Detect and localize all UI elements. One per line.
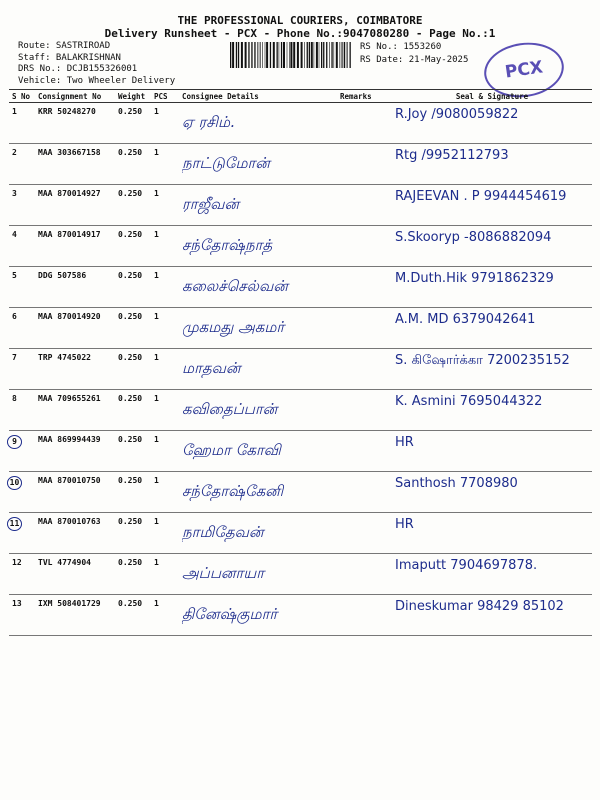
- row-signature: [392, 185, 592, 226]
- row-sno-text: 12: [12, 558, 22, 567]
- row-pcs: [151, 390, 179, 431]
- row-signature: [392, 103, 592, 144]
- barcode-bar: [270, 42, 271, 68]
- row-weight: [115, 185, 151, 226]
- barcode-bar: [323, 42, 324, 68]
- row-consignment-no-text: MAA 869994439: [38, 435, 101, 444]
- row-consignment-no-text: IXM 508401729: [38, 599, 101, 608]
- row-pcs: [151, 349, 179, 390]
- row-consignment-no: [35, 185, 115, 226]
- row-sno: [9, 554, 35, 595]
- barcode-bar: [277, 42, 278, 68]
- row-pcs: [151, 144, 179, 185]
- table-row: [9, 513, 592, 554]
- row-consignment-no: [35, 595, 115, 636]
- row-consignee-text: சந்தோஷ்நாத்: [182, 236, 273, 254]
- row-consignment-no: [35, 226, 115, 267]
- row-signature-text: HR: [395, 435, 414, 450]
- barcode-bar: [241, 42, 243, 68]
- row-weight: [115, 513, 151, 554]
- row-signature: [392, 554, 592, 595]
- row-sno-text: 8: [12, 394, 17, 403]
- barcode-bar: [260, 42, 261, 68]
- table-row: [9, 103, 592, 144]
- barcode-bar: [346, 42, 347, 68]
- row-weight-text: 0.250: [118, 435, 143, 444]
- row-consignment-no-text: TRP 4745022: [38, 353, 91, 362]
- row-pcs-text: 1: [154, 230, 159, 239]
- staff-text: Staff: BALAKRISHNAN: [18, 52, 121, 63]
- row-weight-text: 0.250: [118, 599, 143, 608]
- row-sno: [9, 226, 35, 267]
- row-consignee-text: ஹேமா கோவி: [182, 441, 281, 459]
- row-consignee-text: ஏ ரசிம்.: [182, 113, 235, 131]
- row-pcs-text: 1: [154, 353, 159, 362]
- row-consignment-no-text: MAA 709655261: [38, 394, 101, 403]
- row-remarks: [337, 554, 392, 595]
- row-signature-text: K. Asmini 7695044322: [395, 394, 543, 409]
- row-weight: [115, 103, 151, 144]
- row-remarks: [337, 472, 392, 513]
- row-consignment-no-text: MAA 870010750: [38, 476, 101, 485]
- row-remarks: [337, 267, 392, 308]
- row-pcs-text: 1: [154, 107, 159, 116]
- row-remarks: [337, 103, 392, 144]
- barcode-bar: [232, 42, 234, 68]
- row-remarks: [337, 185, 392, 226]
- row-signature-text: RAJEEVAN . P 9944454619: [395, 189, 567, 204]
- barcode-bar: [340, 42, 341, 68]
- row-pcs-text: 1: [154, 517, 159, 526]
- barcode-bar: [273, 42, 275, 68]
- row-consignee: [179, 185, 337, 226]
- row-sno: [9, 472, 35, 513]
- table-row: [9, 431, 592, 472]
- row-signature-text: HR: [395, 517, 414, 532]
- table-row: [9, 554, 592, 595]
- table-row: [9, 144, 592, 185]
- row-signature: [392, 472, 592, 513]
- barcode-bar: [266, 42, 268, 68]
- row-consignment-no: [35, 390, 115, 431]
- row-sno-text: 13: [12, 599, 22, 608]
- table-row: [9, 185, 592, 226]
- barcode-bar: [304, 42, 305, 68]
- barcode-bar: [238, 42, 239, 68]
- row-pcs-text: 1: [154, 394, 159, 403]
- company-title: THE PROFESSIONAL COURIERS, COIMBATORE: [177, 14, 423, 27]
- barcode-bar: [279, 42, 280, 68]
- row-weight-text: 0.250: [118, 271, 143, 280]
- row-weight: [115, 472, 151, 513]
- row-signature-text: A.M. MD 6379042641: [395, 312, 536, 327]
- row-signature-text: M.Duth.Hik 9791862329: [395, 271, 554, 286]
- barcode-bar: [289, 42, 290, 68]
- table-row: [9, 595, 592, 636]
- row-sno: [9, 513, 35, 554]
- row-weight-text: 0.250: [118, 517, 143, 526]
- col-weight-header: Weight: [115, 90, 151, 103]
- row-signature: [392, 431, 592, 472]
- row-weight-text: 0.250: [118, 312, 143, 321]
- row-sno-text: 2: [12, 148, 17, 157]
- barcode-bar: [257, 42, 258, 68]
- row-weight: [115, 431, 151, 472]
- barcode-bar: [321, 42, 322, 68]
- barcode-bar: [254, 42, 255, 68]
- row-consignment-no-text: MAA 870014927: [38, 189, 101, 198]
- row-weight-text: 0.250: [118, 107, 143, 116]
- col-consignee-header: Consignee Details: [179, 90, 337, 103]
- row-consignee: [179, 103, 337, 144]
- table-row: [9, 267, 592, 308]
- row-consignee-text: கவிதைப்பான்: [182, 400, 278, 418]
- row-pcs: [151, 431, 179, 472]
- barcode-bar: [311, 42, 313, 68]
- row-sno: [9, 390, 35, 431]
- row-consignment-no-text: MAA 303667158: [38, 148, 101, 157]
- header-info-right: [360, 41, 468, 67]
- row-consignee-text: நாமிதேவன்: [182, 523, 264, 541]
- row-consignment-no-text: DDG 507586: [38, 271, 87, 280]
- table-row: [9, 308, 592, 349]
- row-weight: [115, 267, 151, 308]
- barcode-bar: [262, 42, 263, 68]
- row-sno: [9, 595, 35, 636]
- row-pcs: [151, 513, 179, 554]
- row-consignee: [179, 472, 337, 513]
- row-remarks: [337, 513, 392, 554]
- barcode-bar: [259, 42, 260, 68]
- row-signature: [392, 513, 592, 554]
- row-sno: [9, 308, 35, 349]
- row-pcs-text: 1: [154, 271, 159, 280]
- table-header-row: [9, 90, 592, 103]
- row-weight-text: 0.250: [118, 558, 143, 567]
- row-sno-text: 10: [7, 476, 22, 490]
- row-weight: [115, 554, 151, 595]
- row-remarks: [337, 226, 392, 267]
- row-signature: [392, 144, 592, 185]
- row-consignee-text: கலைச்செல்வன்: [182, 277, 288, 295]
- row-remarks: [337, 595, 392, 636]
- row-signature: [392, 308, 592, 349]
- row-sno-text: 6: [12, 312, 17, 321]
- row-pcs: [151, 472, 179, 513]
- row-consignee-text: சந்தோஷ்கேனி: [182, 482, 284, 500]
- row-consignee-text: தினேஷ்குமார்: [182, 605, 278, 623]
- barcode-bar: [342, 42, 343, 68]
- row-signature-text: S. கிஷோர்க்கா 7200235152: [395, 353, 570, 368]
- row-pcs: [151, 554, 179, 595]
- barcode-bar: [314, 42, 315, 68]
- row-consignee: [179, 144, 337, 185]
- row-consignee-text: மாதவன்: [182, 359, 241, 377]
- row-weight-text: 0.250: [118, 394, 143, 403]
- row-signature: [392, 595, 592, 636]
- barcode-bar: [309, 42, 310, 68]
- row-pcs-text: 1: [154, 476, 159, 485]
- row-consignee: [179, 226, 337, 267]
- barcode-bar: [329, 42, 330, 68]
- barcode-bar: [290, 42, 292, 68]
- barcode-bar: [331, 42, 332, 68]
- row-sno: [9, 267, 35, 308]
- barcode-bar: [316, 42, 318, 68]
- row-weight: [115, 308, 151, 349]
- barcode-bar: [336, 42, 338, 68]
- row-remarks: [337, 431, 392, 472]
- row-consignee: [179, 390, 337, 431]
- row-sno: [9, 349, 35, 390]
- row-consignment-no-text: MAA 870010763: [38, 517, 101, 526]
- drs-number: DRS No.: DCJB155326001: [18, 64, 138, 74]
- col-remarks-header: Remarks: [337, 90, 392, 103]
- row-consignee-text: ராஜீவன்: [182, 195, 240, 213]
- runsheet-subtitle: Delivery Runsheet - PCX - Phone No.:9047080280 - Page No.:1: [104, 27, 496, 40]
- row-sno-text: 4: [12, 230, 17, 239]
- row-sno: [9, 144, 35, 185]
- row-weight-text: 0.250: [118, 189, 143, 198]
- row-consignee-text: அப்பனாயா: [182, 564, 265, 582]
- pcx-stamp: PCX: [481, 38, 568, 103]
- barcode-bar: [350, 42, 351, 68]
- barcode-bar: [230, 42, 231, 68]
- row-consignment-no-text: TVL 4774904: [38, 558, 91, 567]
- row-signature-text: Santhosh 7708980: [395, 476, 518, 491]
- barcode-bar: [248, 42, 249, 68]
- row-consignment-no: [35, 103, 115, 144]
- row-pcs: [151, 226, 179, 267]
- row-weight: [115, 349, 151, 390]
- row-consignee: [179, 595, 337, 636]
- row-pcs-text: 1: [154, 189, 159, 198]
- barcode-bar: [341, 42, 342, 68]
- row-sno-text: 5: [12, 271, 17, 280]
- row-weight: [115, 595, 151, 636]
- row-consignment-no: [35, 431, 115, 472]
- row-signature-text: R.Joy /9080059822: [395, 107, 519, 122]
- vehicle-text: Vehicle: Two Wheeler Delivery: [18, 75, 176, 86]
- barcode-bar: [319, 42, 320, 68]
- barcode-bar: [251, 42, 252, 68]
- row-remarks: [337, 349, 392, 390]
- col-signature-header: Seal & Signature: [392, 90, 592, 103]
- row-remarks: [337, 390, 392, 431]
- row-pcs-text: 1: [154, 558, 159, 567]
- rs-date: RS Date: 21-May-2025: [360, 55, 469, 65]
- row-consignment-no: [35, 513, 115, 554]
- barcode-bar: [287, 42, 288, 68]
- row-consignment-no: [35, 144, 115, 185]
- row-consignment-no: [35, 267, 115, 308]
- row-pcs: [151, 185, 179, 226]
- row-consignee: [179, 349, 337, 390]
- col-pcs-header: PCS: [151, 90, 179, 103]
- barcode-bar: [236, 42, 237, 68]
- row-weight: [115, 390, 151, 431]
- table-row: [9, 349, 592, 390]
- row-consignee: [179, 554, 337, 595]
- row-signature-text: Rtg /9952112793: [395, 148, 509, 163]
- row-signature: [392, 349, 592, 390]
- table-row: [9, 472, 592, 513]
- barcode-bar: [245, 42, 247, 68]
- row-sno-text: 11: [7, 517, 22, 531]
- row-weight-text: 0.250: [118, 230, 143, 239]
- row-remarks: [337, 308, 392, 349]
- row-consignment-no: [35, 554, 115, 595]
- row-signature: [392, 226, 592, 267]
- barcode-bar: [307, 42, 308, 68]
- row-consignee: [179, 267, 337, 308]
- row-pcs: [151, 595, 179, 636]
- row-consignment-no-text: MAA 870014917: [38, 230, 101, 239]
- row-sno-text: 7: [12, 353, 17, 362]
- row-signature-text: Imaputt 7904697878.: [395, 558, 538, 573]
- row-consignment-no: [35, 308, 115, 349]
- barcode-icon: [230, 42, 352, 68]
- row-consignment-no: [35, 349, 115, 390]
- row-sno-text: 9: [7, 435, 22, 449]
- row-sno-text: 1: [12, 107, 17, 116]
- row-weight-text: 0.250: [118, 353, 143, 362]
- row-pcs-text: 1: [154, 148, 159, 157]
- row-weight: [115, 226, 151, 267]
- row-consignment-no-text: MAA 870014920: [38, 312, 101, 321]
- row-consignment-no: [35, 472, 115, 513]
- barcode-bar: [283, 42, 285, 68]
- row-signature-text: S.Skooryp -8086882094: [395, 230, 552, 245]
- barcode-bar: [347, 42, 348, 68]
- row-sno: [9, 185, 35, 226]
- col-sno-header: S No: [9, 90, 35, 103]
- row-pcs-text: 1: [154, 435, 159, 444]
- row-consignment-no-text: KRR 50248270: [38, 107, 96, 116]
- barcode-bar: [265, 42, 266, 68]
- header-info-left: [18, 41, 175, 87]
- row-consignee-text: நாட்டுமோன்: [182, 154, 270, 172]
- row-consignee-text: முகமது அகமர்: [182, 318, 285, 336]
- row-signature: [392, 390, 592, 431]
- row-pcs: [151, 267, 179, 308]
- row-sno: [9, 431, 35, 472]
- barcode-bar: [293, 42, 295, 68]
- row-remarks: [337, 144, 392, 185]
- row-weight-text: 0.250: [118, 148, 143, 157]
- row-consignee: [179, 431, 337, 472]
- row-consignee: [179, 308, 337, 349]
- col-consignment-header: Consignment No: [35, 90, 115, 103]
- barcode-bar: [281, 42, 282, 68]
- rs-number: RS No.: 1553260: [360, 42, 442, 52]
- row-sno-text: 3: [12, 189, 17, 198]
- row-pcs-text: 1: [154, 312, 159, 321]
- barcode-bar: [344, 42, 345, 68]
- barcode-bar: [301, 42, 303, 68]
- barcode-bar: [297, 42, 299, 68]
- table-row: [9, 390, 592, 431]
- row-weight-text: 0.250: [118, 476, 143, 485]
- row-weight: [115, 144, 151, 185]
- row-pcs: [151, 103, 179, 144]
- row-pcs-text: 1: [154, 599, 159, 608]
- barcode-bar: [334, 42, 335, 68]
- barcode-bar: [326, 42, 327, 68]
- delivery-table: [9, 89, 592, 636]
- row-consignee: [179, 513, 337, 554]
- row-sno: [9, 103, 35, 144]
- row-signature: [392, 267, 592, 308]
- row-pcs: [151, 308, 179, 349]
- table-row: [9, 226, 592, 267]
- row-signature-text: Dineskumar 98429 85102: [395, 599, 564, 614]
- route-text: Route: SASTRIROAD: [18, 41, 111, 51]
